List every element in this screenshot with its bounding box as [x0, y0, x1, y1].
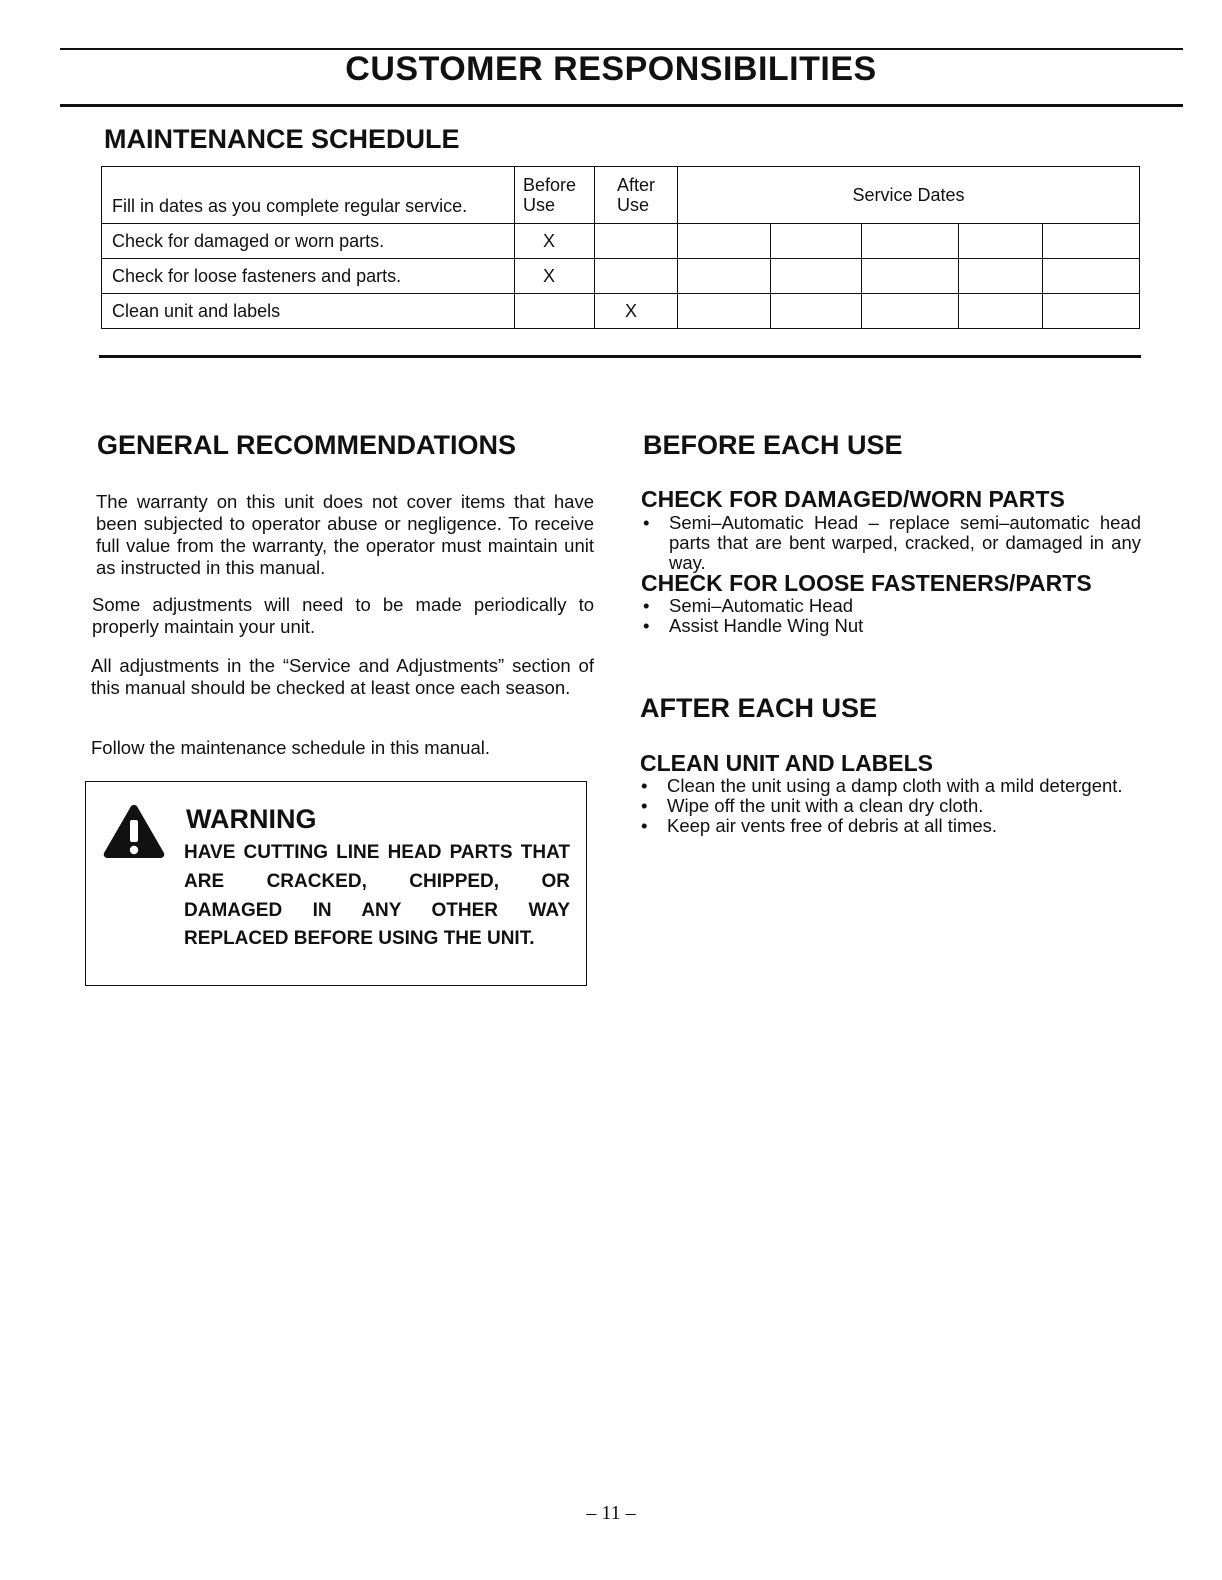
clean-unit-list	[639, 776, 1140, 836]
table-header-row	[102, 167, 1140, 224]
general-paragraph: All adjustments in the “Service and Adjustments” section of this manual should be checked at least once each season.	[91, 655, 594, 698]
service-date-cell[interactable]	[771, 259, 862, 294]
title-bottom-rule	[60, 104, 1183, 107]
maintenance-table	[101, 166, 1140, 329]
task-cell: Check for loose fasteners and parts.	[102, 259, 515, 294]
before-use-cell: X	[515, 224, 595, 259]
warning-box	[85, 781, 587, 986]
damaged-parts-list	[641, 513, 1141, 573]
before-each-use-heading: BEFORE EACH USE	[643, 430, 903, 460]
general-paragraph: The warranty on this unit does not cover items that have been subjected to operator abuse or negligence. To receive full value from the warranty, the operator must maintain unit as instructed in this manual.	[96, 491, 594, 578]
page-title: CUSTOMER RESPONSIBILITIES	[345, 50, 877, 88]
task-cell: Clean unit and labels	[102, 294, 515, 329]
maintenance-heading: MAINTENANCE SCHEDULE	[104, 124, 460, 154]
service-date-cell[interactable]	[678, 259, 771, 294]
general-paragraph: Follow the maintenance schedule in this manual.	[91, 737, 491, 758]
warning-triangle-icon	[102, 802, 166, 860]
service-date-cell[interactable]	[959, 224, 1043, 259]
service-date-cell[interactable]	[678, 224, 771, 259]
warning-line: ARE CRACKED, CHIPPED, OR	[184, 871, 570, 892]
after-use-cell	[595, 259, 678, 294]
task-cell: Check for damaged or worn parts.	[102, 224, 515, 259]
clean-unit-heading: CLEAN UNIT AND LABELS	[640, 750, 934, 776]
page-number: – 11 –	[586, 1502, 636, 1524]
list-item: • Semi–Automatic Head – replace semi–automatic head parts that are bent warped, cracked, or damaged in any way.	[641, 513, 1141, 573]
service-date-cell[interactable]	[1043, 294, 1140, 329]
table-row	[102, 224, 1140, 259]
service-date-cell[interactable]	[771, 294, 862, 329]
header-task: Fill in dates as you complete regular service.	[102, 167, 515, 224]
general-heading: GENERAL RECOMMENDATIONS	[97, 430, 517, 460]
after-use-cell: X	[595, 294, 678, 329]
service-date-cell[interactable]	[862, 294, 959, 329]
service-date-cell[interactable]	[1043, 224, 1140, 259]
service-date-cell[interactable]	[1043, 259, 1140, 294]
header-service-dates: Service Dates	[678, 167, 1140, 224]
service-date-cell[interactable]	[959, 294, 1043, 329]
table-row	[102, 259, 1140, 294]
after-use-cell	[595, 224, 678, 259]
list-item: • Keep air vents free of debris at all times.	[639, 816, 1140, 836]
warning-title: WARNING	[186, 804, 317, 834]
service-date-cell[interactable]	[678, 294, 771, 329]
list-item: • Wipe off the unit with a clean dry cloth.	[639, 796, 1140, 816]
header-before-use: Before Use	[515, 167, 595, 224]
service-date-cell[interactable]	[771, 224, 862, 259]
before-use-cell: X	[515, 259, 595, 294]
loose-fasteners-list	[641, 596, 1141, 636]
header-after-use: After Use	[595, 167, 678, 224]
warning-line: HAVE CUTTING LINE HEAD PARTS THAT	[184, 842, 570, 863]
service-date-cell[interactable]	[862, 224, 959, 259]
after-each-use-heading: AFTER EACH USE	[640, 693, 878, 723]
schedule-bottom-rule	[99, 355, 1141, 358]
list-item: • Assist Handle Wing Nut	[641, 616, 1141, 636]
damaged-parts-heading: CHECK FOR DAMAGED/WORN PARTS	[641, 486, 1065, 512]
service-date-cell[interactable]	[862, 259, 959, 294]
before-use-cell	[515, 294, 595, 329]
general-paragraph: Some adjustments will need to be made periodically to properly maintain your unit.	[92, 594, 594, 637]
warning-line: DAMAGED IN ANY OTHER WAY	[184, 900, 570, 921]
list-item: • Semi–Automatic Head	[641, 596, 1141, 616]
table-row	[102, 294, 1140, 329]
warning-line: REPLACED BEFORE USING THE UNIT.	[184, 928, 535, 949]
loose-fasteners-heading: CHECK FOR LOOSE FASTENERS/PARTS	[641, 570, 1092, 596]
service-date-cell[interactable]	[959, 259, 1043, 294]
list-item: • Clean the unit using a damp cloth with a mild detergent.	[639, 776, 1140, 796]
